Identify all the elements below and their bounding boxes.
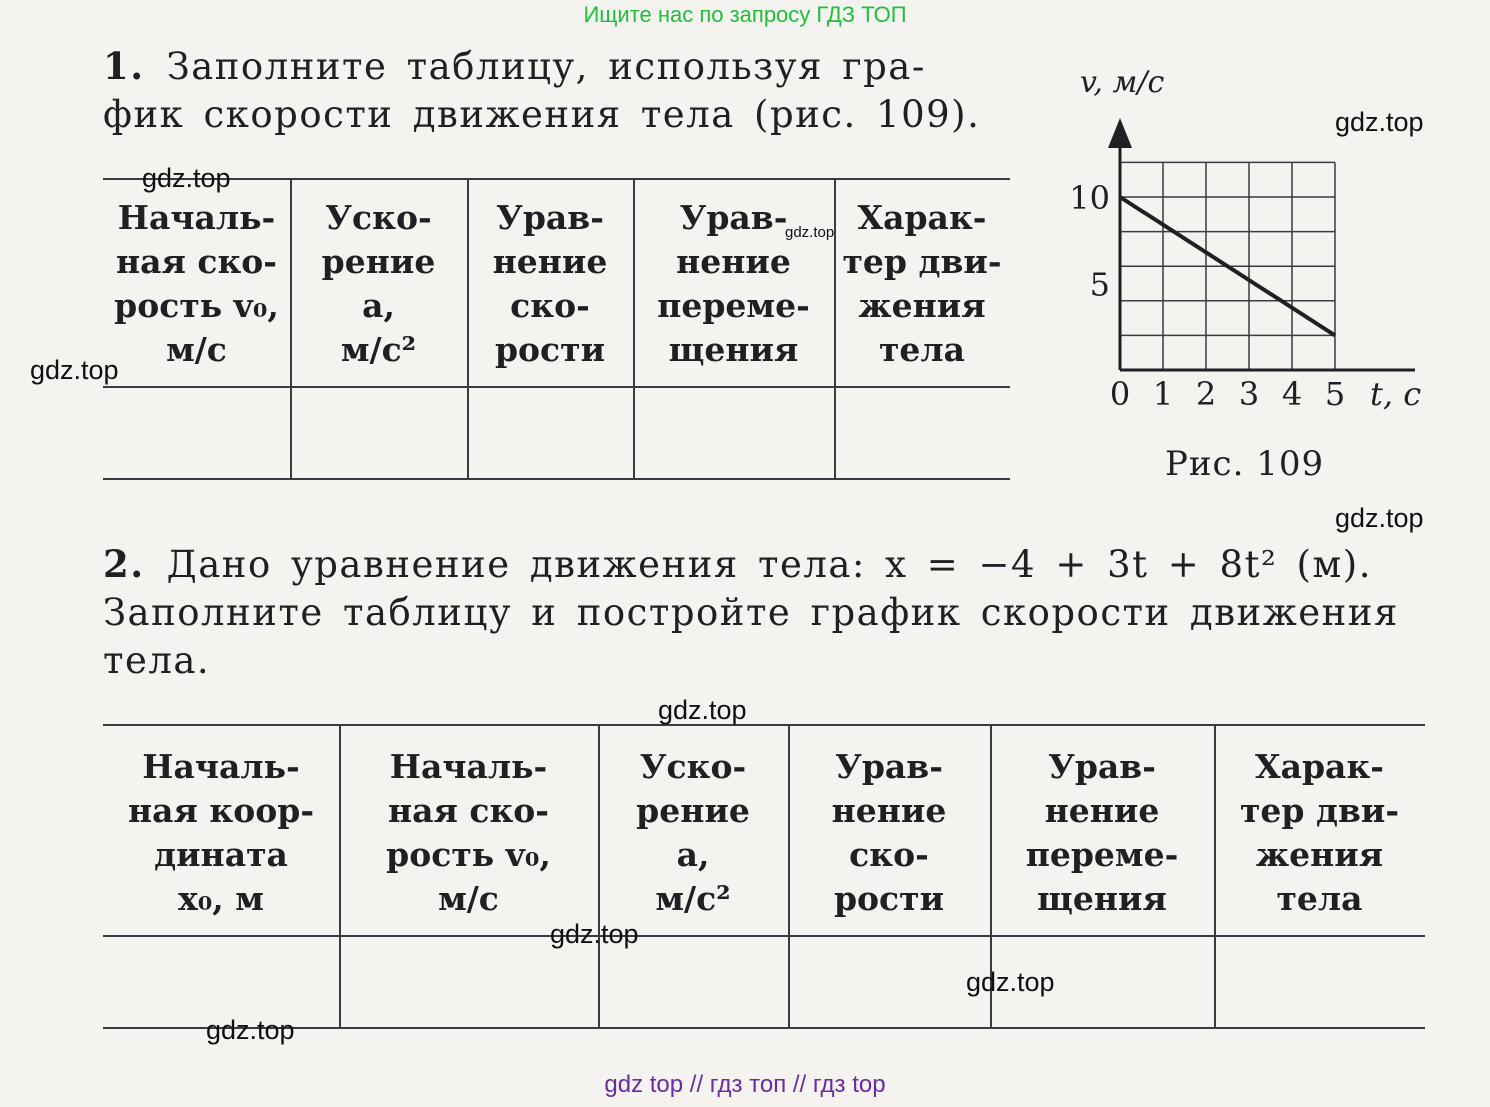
- table2-mid-rule: [103, 935, 1425, 937]
- x-axis-label: t, с: [1370, 375, 1422, 413]
- task1-text: [103, 42, 980, 139]
- y-tick-label: 10: [1069, 179, 1110, 217]
- table1-header-initial-velocity: Началь- ная ско- рость v₀, м/с: [114, 198, 279, 369]
- table1-top-rule: [103, 178, 1010, 180]
- table1-header-acceleration: Уско- рение a, м/с²: [321, 198, 436, 369]
- table1-header-velocity-equation: Урав- нение ско- рости: [492, 198, 608, 369]
- watermark: gdz.top: [966, 967, 1055, 997]
- top-banner: Ищите нас по запросу ГДЗ ТОП: [583, 2, 907, 27]
- task2-text: [103, 540, 1399, 685]
- x-tick-label: 1: [1152, 375, 1174, 413]
- watermark: gdz.top: [30, 355, 119, 385]
- table2-header-displacement-equation: Урав- нение переме- щения: [1025, 747, 1179, 918]
- task1-line1: Заполните таблицу, используя гра-: [166, 45, 926, 88]
- bottom-banner: gdz top // гдз топ // гдз top: [604, 1071, 886, 1098]
- watermark: gdz.top: [1335, 107, 1424, 137]
- x-tick-label: 2: [1195, 375, 1217, 413]
- watermark: gdz.top: [142, 163, 231, 193]
- table2-top-rule: [103, 724, 1425, 726]
- table1-header-displacement-equation: Урав- нение переме- щения: [657, 198, 810, 369]
- x-tick-label: 5: [1324, 375, 1346, 413]
- task2-number: 2.: [103, 542, 145, 586]
- task2-line2: Заполните таблицу и постройте график скорости движения: [103, 591, 1399, 634]
- task2-line1: Дано уравнение движения тела: x = −4 + 3t + 8t² (м).: [166, 543, 1372, 586]
- table2-header-motion-type: Харак- тер дви- жения тела: [1239, 747, 1400, 918]
- watermark: gdz.top: [206, 1015, 295, 1045]
- task1-line2: фик скорости движения тела (рис. 109).: [103, 93, 981, 136]
- table2-header-initial-velocity: Началь- ная ско- рость v₀, м/с: [386, 747, 551, 918]
- watermark: gdz.top: [550, 919, 639, 949]
- figure-caption: Рис. 109: [1165, 444, 1325, 484]
- y-tick-label: 5: [1089, 265, 1110, 304]
- task2-line3: тела.: [103, 639, 211, 682]
- x-tick-label: 0: [1109, 375, 1131, 413]
- y-axis-label: v, м/с: [1080, 65, 1165, 100]
- watermark: gdz.top: [1335, 503, 1424, 533]
- table1-mid-rule: [103, 386, 1010, 388]
- task1-number: 1.: [103, 44, 145, 88]
- x-tick-label: 3: [1238, 375, 1260, 413]
- table1-bottom-rule: [103, 478, 1010, 480]
- table1-header-motion-type: Харак- тер дви- жения тела: [842, 198, 1002, 369]
- table2-bottom-rule: [103, 1027, 1425, 1029]
- watermark: gdz.top: [658, 695, 747, 725]
- table2-header-velocity-equation: Урав- нение ско- рости: [831, 747, 947, 918]
- x-tick-label: 4: [1281, 375, 1303, 413]
- table2-header-initial-coordinate: Началь- ная коор- дината x₀, м: [127, 747, 315, 918]
- watermark: gdz.top: [785, 224, 835, 241]
- table2-header-acceleration: Уско- рение a, м/с²: [636, 747, 750, 918]
